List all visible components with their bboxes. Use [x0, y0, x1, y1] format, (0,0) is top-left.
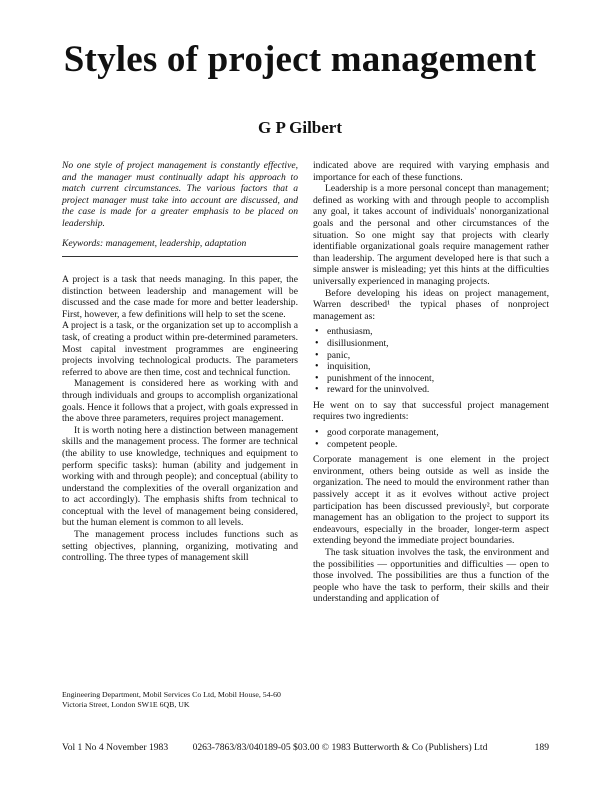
- list-item: • enthusiasm,: [327, 326, 549, 338]
- author-affiliation: Engineering Department, Mobil Services Co Ltd, Mobil House, 54-60 Victoria Street, London SW1E 6QB, UK: [62, 690, 281, 709]
- author-name: G P Gilbert: [257, 118, 343, 137]
- copyright-line: 0263-7863/83/040189-05 $03.00 © 1983 Butterworth & Co (Publishers) Ltd: [192, 742, 488, 753]
- journal-issue: Vol 1 No 4 November 1983: [62, 742, 169, 753]
- paragraph: He went on to say that successful project management requires two ingredients:: [313, 399, 549, 423]
- paragraph: It is worth noting here a distinction between management skills and the management process. The former are technical (the ability to use knowledge, techniques and equipment to perform specific tasks): human (ability and judgement in working with and through people); and conceptual (ability to understand the complexities of the overall organization and to act accordingly). The emphasis shifts from technical to conceptual with the level of management being considered, but the human element is common to all levels.: [62, 424, 298, 529]
- abstract: No one style of project management is constantly effective, and the manager must continually adapt his approach to match current circumstances. The various factors that a project manager must take into account are discussed, and the case is made for a greater emphasis to be placed on leadership.: [62, 160, 298, 229]
- list-item: • punishment of the innocent,: [327, 373, 549, 385]
- list-item: • panic,: [327, 350, 549, 362]
- page-footer: [62, 742, 549, 753]
- paragraph: A project is a task that needs managing. In this paper, the distinction between leadership and management will be discussed and the case made for more and better leadership. First, however, a few definitions will help to set the scene.: [62, 274, 298, 320]
- left-column-body: [62, 274, 298, 564]
- right-column-body: [313, 160, 549, 605]
- page-number: 189: [534, 742, 549, 753]
- paragraph: Before developing his ideas on project management, Warren described¹ the typical phases of nonproject management as:: [313, 287, 549, 322]
- paragraph: Management is considered here as working with and through individuals and groups to accomplish organizational goals. Hence it follows that a project, with goals expressed in the above three parameters, requires project management.: [62, 378, 298, 425]
- list-item: • inquisition,: [327, 361, 549, 373]
- paragraph: indicated above are required with varying emphasis and importance for each of these functions.: [313, 160, 549, 183]
- paragraph: Corporate management is one element in the project environment, others being outside as well as inside the organization. The need to mould the environment rather than passively accept it as it evolves without active project participation has been discussed previously², but corporate management has an obligation to the project to support its endeavours, especially in the broader, longer-term aspect extending beyond the immediate project boundaries.: [313, 454, 549, 547]
- paragraph: Leadership is a more personal concept than management; defined as working with and through people to accomplish any goal, it takes account of individuals' nonorganizational goals and the personal and other circumstances of the situation. So one might say that projects with clearly identifiable organizational goals require management rather than leadership. The argument developed here is that such a simple answer is misleading; yet this hints at the difficulties universally experienced in managing projects.: [313, 183, 549, 287]
- list-item: • disillusionment,: [327, 338, 549, 350]
- phases-list: [313, 326, 549, 396]
- paragraph: The task situation involves the task, the environment and the possibilities — opportunities and difficulties — open to those involved. The possibilities are thus a function of the people who have the task to perform, their skills and their understanding and application of: [313, 547, 549, 605]
- paragraph: A project is a task, or the organization set up to accomplish a task, of creating a product within pre-determined parameters. Most capital investment programmes are engineering projects involving technological products. The parameters referred to above are then time, cost and technical function.: [62, 320, 298, 378]
- page-title: Styles of project management: [63, 39, 537, 80]
- keywords: Keywords: management, leadership, adaptation: [62, 238, 298, 257]
- ingredients-list: [313, 427, 549, 450]
- list-item: • reward for the uninvolved.: [327, 384, 549, 396]
- list-item: • competent people.: [327, 439, 549, 451]
- paragraph: The management process includes functions such as setting objectives, planning, organizing, motivating and controlling. The three types of management skill: [62, 529, 298, 564]
- list-item: • good corporate management,: [327, 427, 549, 439]
